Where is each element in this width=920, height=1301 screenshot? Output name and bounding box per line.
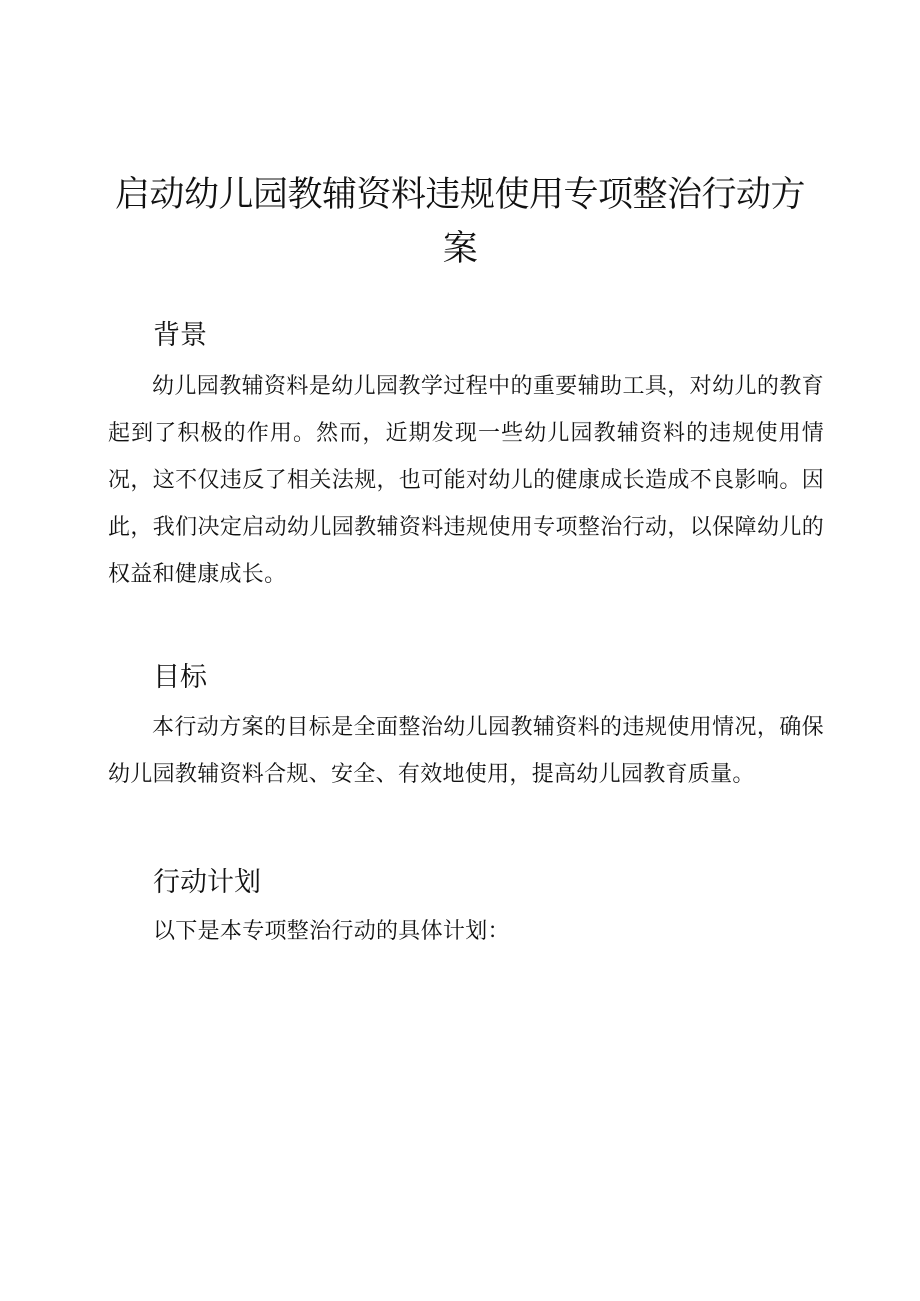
section-heading-background: 背景 <box>153 320 207 351</box>
section-body-background: 幼儿园教辅资料是幼儿园教学过程中的重要辅助工具，对幼儿的教育起到了积极的作用。然而，近期发现一些幼儿园教辅资料的违规使用情况，这不仅违反了相关法规，也可能对幼儿的健康成长造成不良影响。因此，我们决定启动幼儿园教辅资料违规使用专项整治行动，以保障幼儿的权益和健康成长。 <box>108 374 824 587</box>
section-body-action-plan: 以下是本专项整治行动的具体计划： <box>153 919 510 944</box>
section-heading-action-plan: 行动计划 <box>153 867 261 898</box>
section-body-goal: 本行动方案的目标是全面整治幼儿园教辅资料的违规使用情况，确保幼儿园教辅资料合规、安全、有效地使用，提高幼儿园教育质量。 <box>108 715 824 787</box>
section-heading-goal: 目标 <box>153 662 207 693</box>
document-title: 启动幼儿园教辅资料违规使用专项整治行动方案 <box>114 175 805 269</box>
